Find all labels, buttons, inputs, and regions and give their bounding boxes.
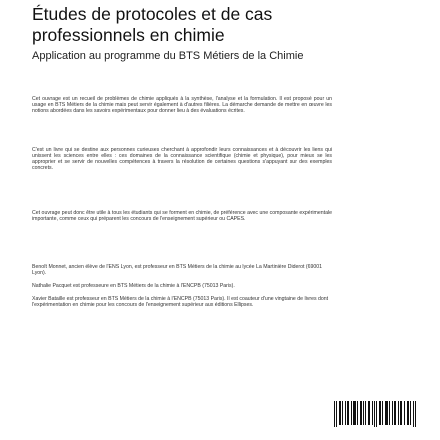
description-paragraph-3: Cet ouvrage peut donc être utile à tous les étudiants qui se forment en chimie, de préférence avec une composante expérimentale importante, comme ceux qui préparent les concours de l'enseignement supérieur ou CAPES.: [32, 210, 332, 223]
barcode-icon: [332, 400, 420, 430]
author-bio-1: Benoît Monnet, ancien élève de l'ENS Lyon, est professeur en BTS Métiers de la chimie au lycée La Martinière Diderot (69001 Lyon).: [32, 264, 323, 277]
author-bios: [32, 264, 332, 315]
description-paragraph-1: Cet ouvrage est un recueil de problèmes de chimie appliqués à la synthèse, l'analyse et la formulation. Il est proposé pour un usage en BTS Métiers de la chimie mais peut servir également à d'autres filières. La démarche demande de mettre en œuvre les notions abordées dans les savoirs expérimentaux pour donner lieu à des évaluations écrites.: [32, 96, 332, 115]
book-subtitle: Application au programme du BTS Métiers de la Chimie: [32, 50, 304, 62]
author-bio-2: Nathalie Pacquet est professeure en BTS Métiers de la chimie à l'ENCPB (75013 Paris).: [32, 283, 235, 290]
description-paragraph-2: C'est un livre qui se destine aux personnes curieuses cherchant à approfondir leurs connaissances et à découvrir les liens qui unissent les sciences entre elles : ces domaines de la connaissance scientifique (chimie et physique), pour mieux se les approprier et se servir de nouvelles compétences à travers la résolution de certaines questions s'appuyant sur des exemples concrets.: [32, 147, 332, 172]
book-title: Études de protocoles et de cas professionnels en chimie: [32, 4, 273, 45]
author-bio-3: Xavier Bataille est professeur en BTS Métiers de la chimie à l'ENCPB (75013 Paris). Il est coauteur d'une vingtaine de livres dont l'expérimentation en chimie pour les concours de l'enseignement supérieur aux éditions Ellipses.: [32, 296, 329, 309]
